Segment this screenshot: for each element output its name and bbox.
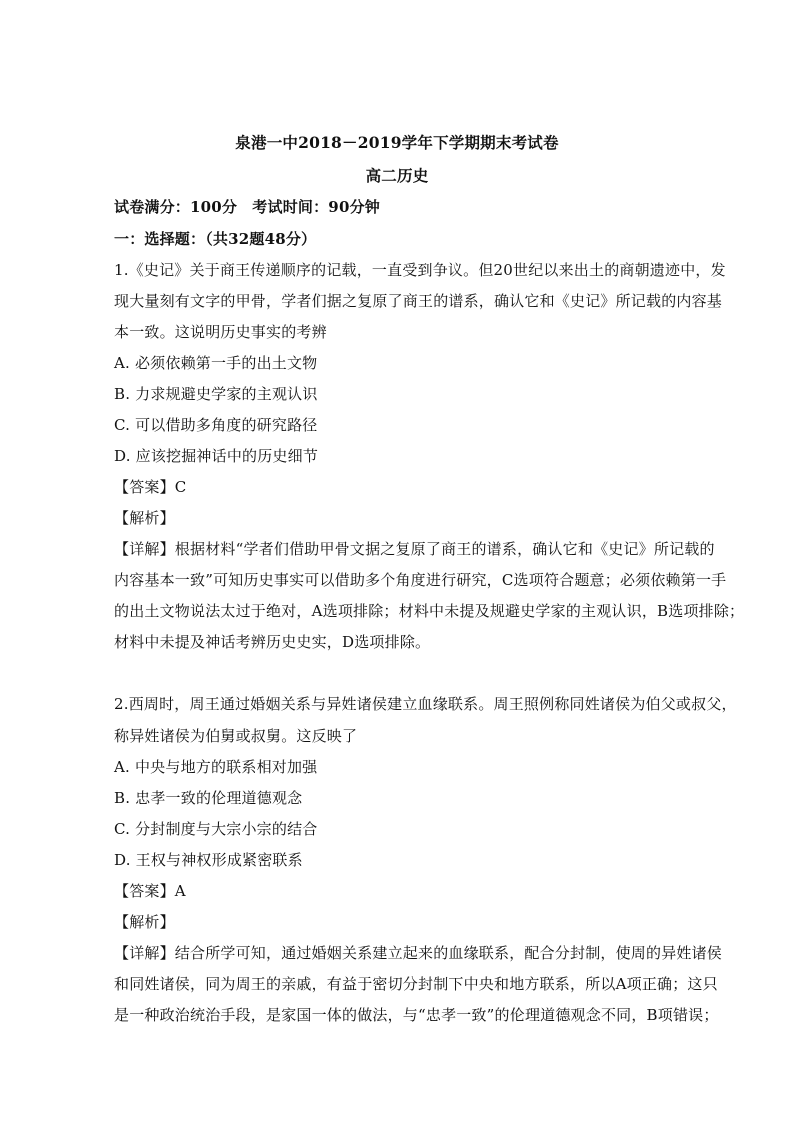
- exam-info: 试卷满分：100分 考试时间：90分钟: [114, 198, 380, 216]
- q2-option-c: C. 分封制度与大宗小宗的结合: [114, 820, 318, 838]
- q1-option-a: A. 必须依赖第一手的出土文物: [114, 354, 318, 372]
- q2-option-d: D. 王权与神权形成紧密联系: [114, 851, 303, 869]
- q1-answer: 【答案】C: [114, 478, 187, 496]
- q1-detail-line: 的出土文物说法太过于绝对，A选项排除；材料中未提及规避史学家的主观认识，B选项排除；: [114, 602, 745, 620]
- q2-detail-line: 是一种政治统治手段，是家国一体的做法，与“忠孝一致”的伦理道德观念不同，B项错误；: [114, 1006, 719, 1024]
- q2-detail-line: 和同姓诸侯，同为周王的亲戚，有益于密切分封制下中央和地方联系，所以A项正确；这只: [114, 975, 718, 993]
- q2-analysis-label: 【解析】: [114, 913, 175, 931]
- q1-stem-line: 本一致。这说明历史事实的考辨: [114, 323, 327, 341]
- q2-detail-line: 【详解】结合所学可知，通过婚姻关系建立起来的血缘联系，配合分封制，使周的异姓诸侯: [114, 944, 723, 962]
- q2-stem-line: 称异姓诸侯为伯舅或叔舅。这反映了: [114, 727, 358, 745]
- q1-option-d: D. 应该挖掘神话中的历史细节: [114, 447, 319, 465]
- q1-detail-line: 材料中未提及神话考辨历史史实，D选项排除。: [114, 633, 431, 651]
- q1-stem-line: 现大量刻有文字的甲骨，学者们据之复原了商王的谱系，确认它和《史记》所记载的内容基: [114, 292, 723, 310]
- subject-title: 高二历史: [365, 166, 429, 185]
- q2-option-a: A. 中央与地方的联系相对加强: [114, 758, 318, 776]
- q1-option-c: C. 可以借助多角度的研究路径: [114, 416, 318, 434]
- q2-option-b: B. 忠孝一致的伦理道德观念: [114, 789, 303, 807]
- q1-option-b: B. 力求规避史学家的主观认识: [114, 385, 318, 403]
- q2-answer: 【答案】A: [114, 882, 186, 900]
- section-title: 一：选择题：（共32题48分）: [114, 230, 317, 248]
- q2-stem-line: 2.西周时，周王通过婚姻关系与异姓诸侯建立血缘联系。周王照例称同姓诸侯为伯父或叔父，: [114, 695, 737, 713]
- exam-title: 泉港一中2018－2019学年下学期期末考试卷: [235, 133, 559, 152]
- q1-analysis-label: 【解析】: [114, 509, 175, 527]
- q1-detail-line: 【详解】根据材料“学者们借助甲骨文据之复原了商王的谱系，确认它和《史记》所记载的: [114, 540, 715, 558]
- q1-detail-line: 内容基本一致”可知历史事实可以借助多个角度进行研究，C选项符合题意；必须依赖第一手: [114, 571, 727, 589]
- q1-stem-line: 1.《史记》关于商王传递顺序的记载，一直受到争议。但20世纪以来出土的商朝遗迹中，发: [114, 261, 726, 279]
